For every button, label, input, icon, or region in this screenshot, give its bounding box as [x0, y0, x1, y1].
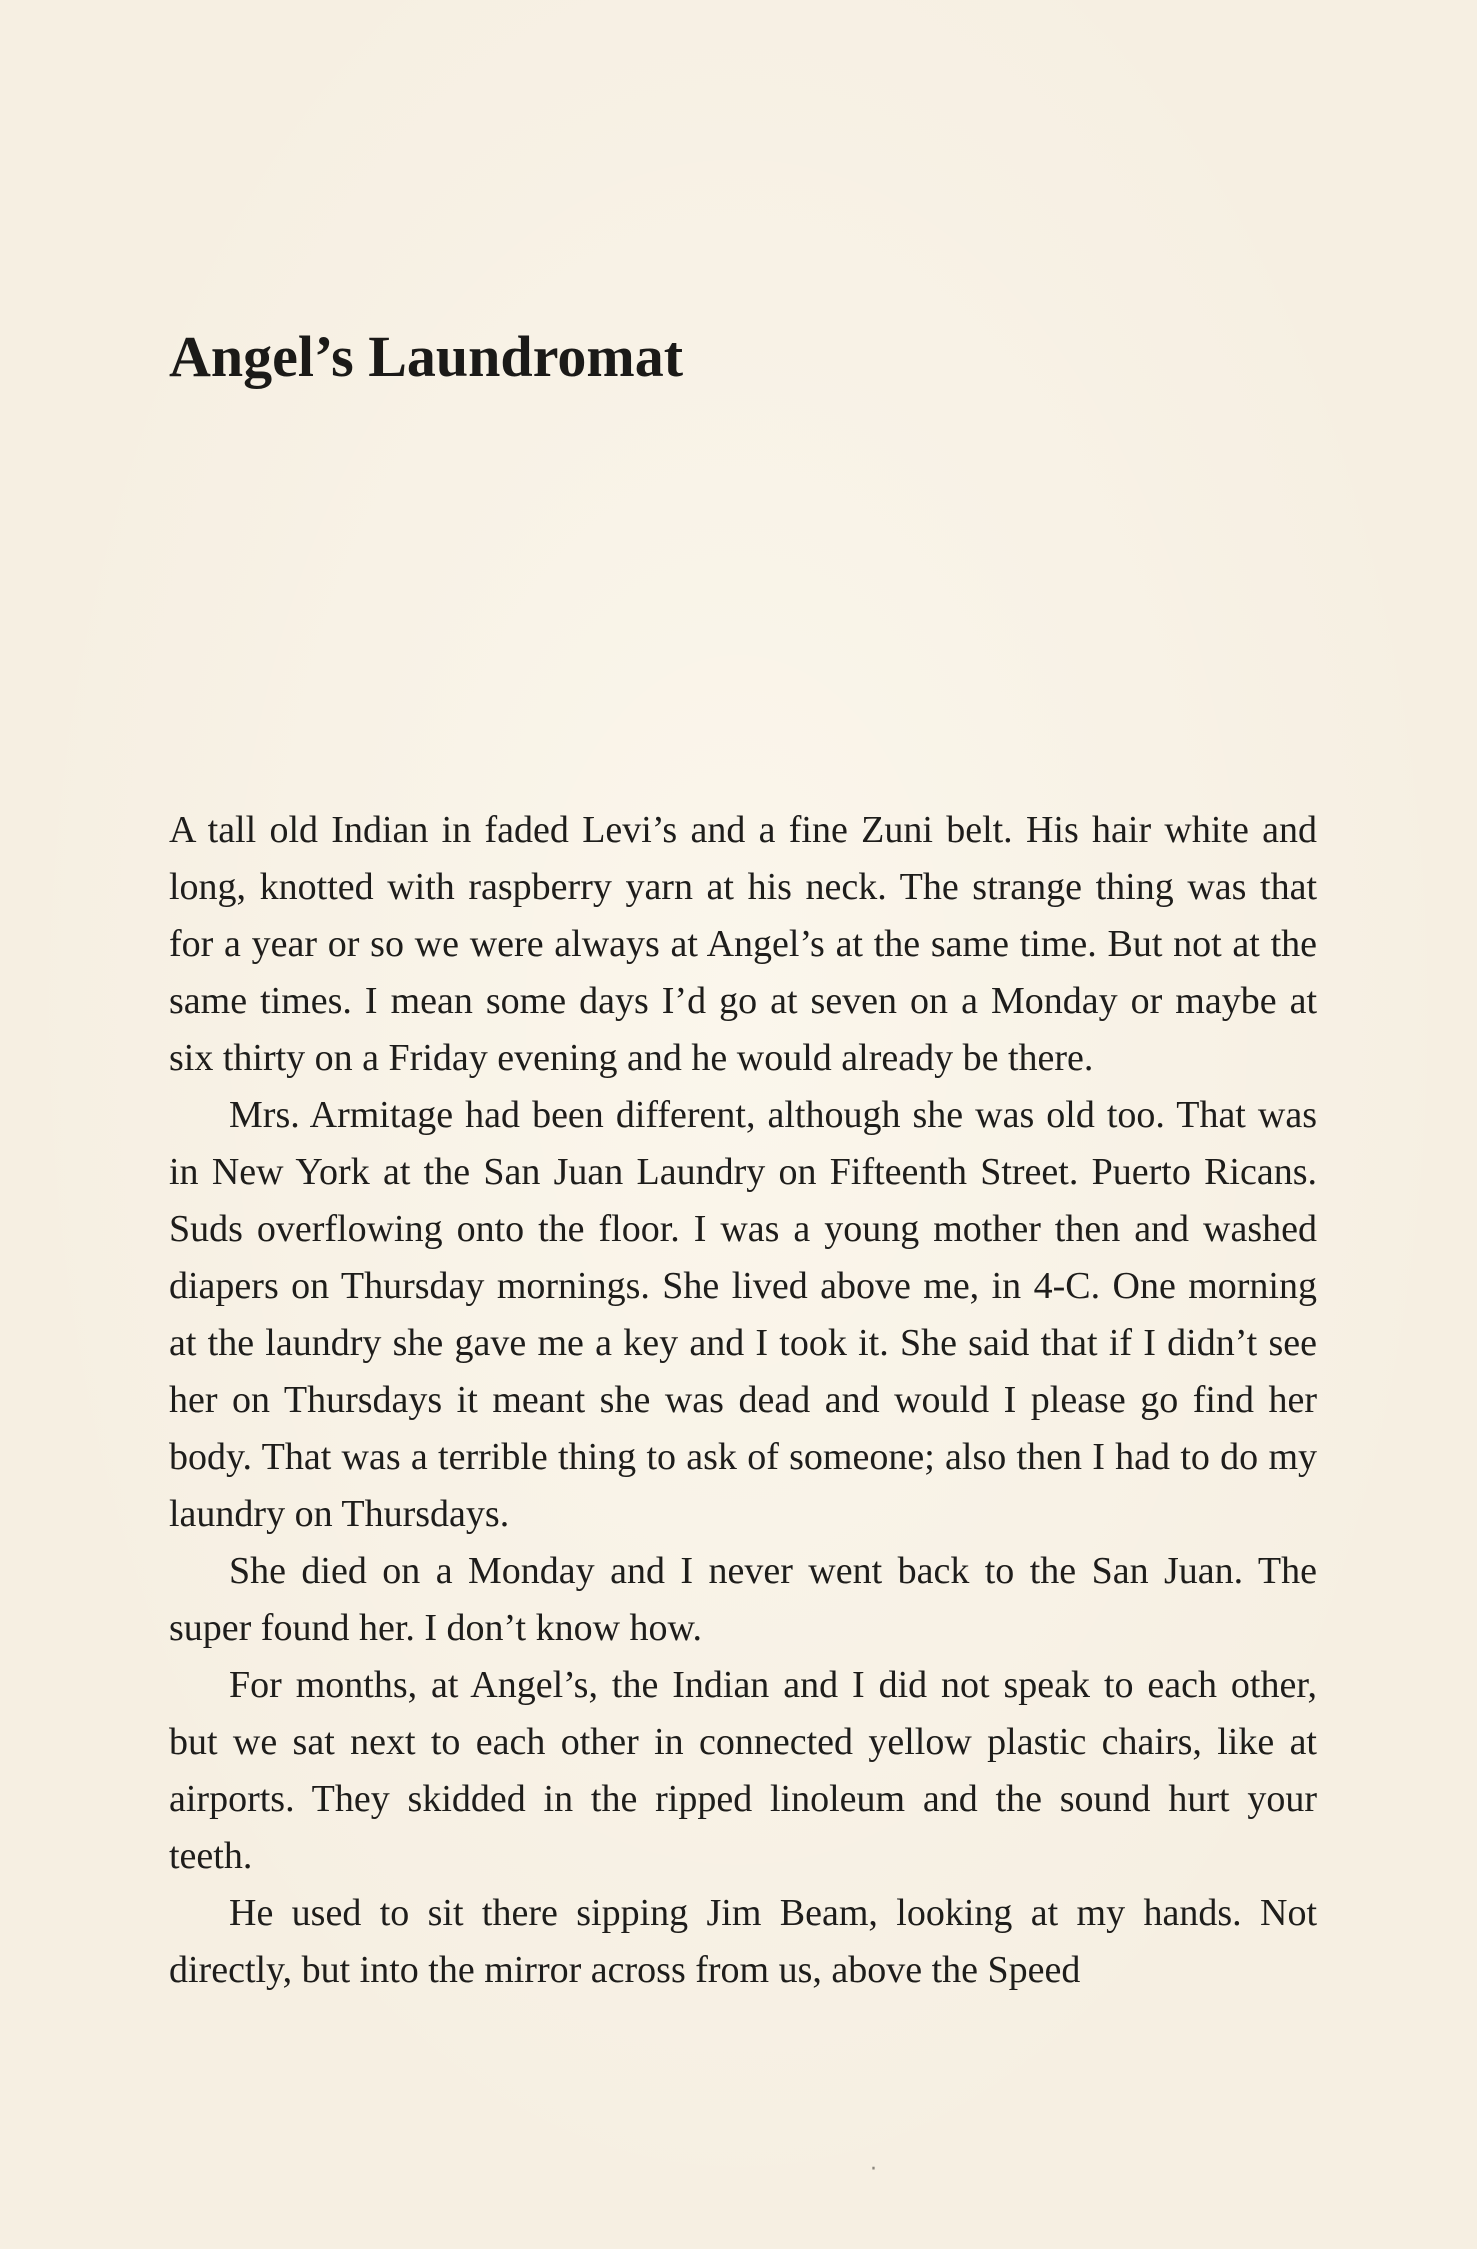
paragraph-3: She died on a Monday and I never went back to the San Juan. The super found her. I don’t know how.	[169, 1550, 1317, 1649]
story-title: Angel’s Laundromat	[169, 324, 684, 389]
paragraph-5: He used to sit there sipping Jim Beam, looking at my hands. Not directly, but into the mirror across from us, above the Speed	[169, 1892, 1317, 1991]
scan-speck: ·	[870, 2157, 877, 2182]
story-body	[169, 802, 1317, 1999]
paragraph-2: Mrs. Armitage had been different, although she was old too. That was in New York at the San Juan Laundry on Fifteenth Street. Puerto Ricans. Suds overflowing onto the floor. I was a young mother then and washed diapers on Thursday mornings. She lived above me, in 4-C. One morning at the laundry she gave me a key and I took it. She said that if I didn’t see her on Thursdays it meant she was dead and would I please go find her body. That was a terrible thing to ask of someone; also then I had to do my laundry on Thursdays.	[169, 1094, 1317, 1535]
paragraph-4: For months, at Angel’s, the Indian and I did not speak to each other, but we sat next to each other in connected yellow plastic chairs, like at airports. They skidded in the ripped linoleum and the sound hurt your teeth.	[169, 1664, 1317, 1877]
paragraph-1: A tall old Indian in faded Levi’s and a fine Zuni belt. His hair white and long, knotted with raspberry yarn at his neck. The strange thing was that for a year or so we were always at Angel’s at the same time. But not at the same times. I mean some days I’d go at seven on a Monday or maybe at six thirty on a Friday evening and he would already be there.	[169, 809, 1317, 1079]
